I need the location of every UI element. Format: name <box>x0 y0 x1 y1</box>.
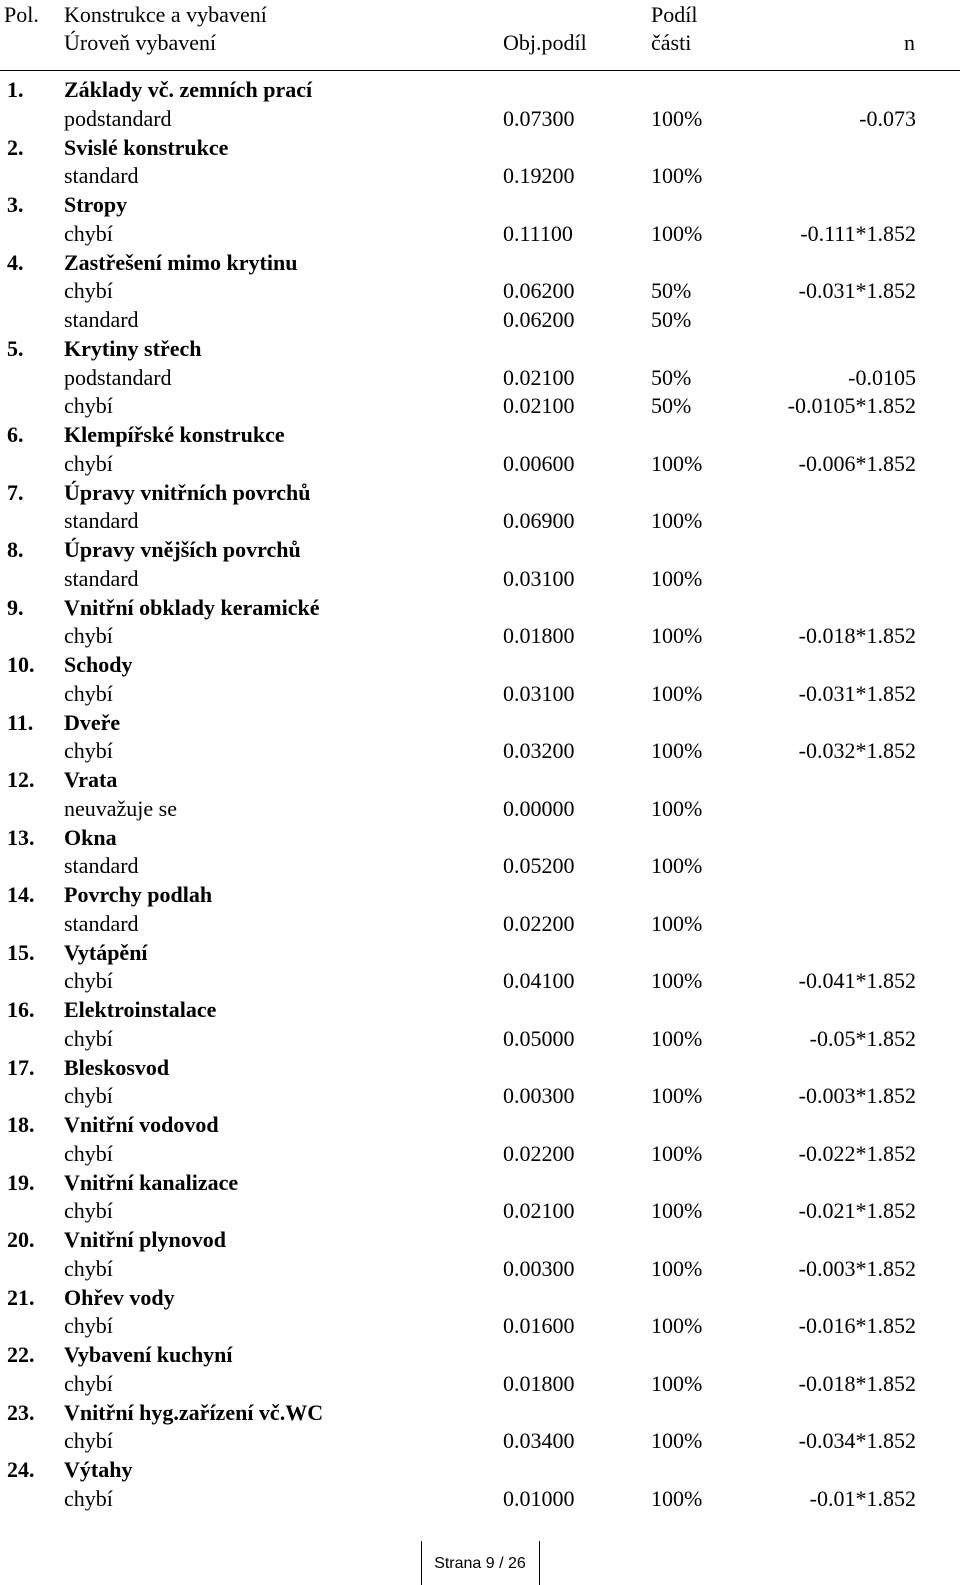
obj-podil: 0.06200 <box>503 278 575 304</box>
n-value: -0.003*1.852 <box>798 1255 916 1281</box>
n-value: -0.111*1.852 <box>800 220 916 246</box>
obj-podil: 0.07300 <box>503 105 575 131</box>
item-detail-row <box>0 1140 960 1169</box>
item-title-row <box>0 1226 960 1255</box>
item-title-row <box>0 335 960 364</box>
header-pol: Pol. <box>4 2 39 27</box>
podil-casti: 100% <box>651 1485 703 1511</box>
level: chybí <box>64 1198 113 1224</box>
item-title-row <box>0 1399 960 1428</box>
item-name: Vnitřní plynovod <box>64 1227 226 1252</box>
item-title-row <box>0 881 960 910</box>
podil-casti: 100% <box>651 508 703 534</box>
n-value: -0.034*1.852 <box>798 1428 916 1454</box>
item-detail-row <box>0 392 960 421</box>
item-name: Bleskosvod <box>64 1054 170 1080</box>
item-detail-row <box>0 910 960 939</box>
podil-casti: 100% <box>651 163 703 189</box>
n-value: -0.021*1.852 <box>798 1198 916 1224</box>
item-number: 3. <box>7 192 24 217</box>
header-rule <box>0 70 960 71</box>
obj-podil: 0.01800 <box>503 623 575 649</box>
item-detail-row <box>0 737 960 766</box>
item-title-row <box>0 1284 960 1313</box>
item-title-row <box>0 996 960 1025</box>
obj-podil: 0.04100 <box>503 968 575 994</box>
item-detail-row <box>0 622 960 651</box>
item-detail-row <box>0 565 960 594</box>
item-title-row <box>0 824 960 853</box>
footer-divider-right <box>539 1541 540 1585</box>
item-title-row <box>0 249 960 278</box>
item-title-row <box>0 1456 960 1485</box>
item-title-row <box>0 709 960 738</box>
n-value: -0.018*1.852 <box>798 623 916 649</box>
items-table <box>0 76 960 1514</box>
level: podstandard <box>64 105 172 131</box>
item-name: Krytiny střech <box>64 335 202 361</box>
item-number: 1. <box>7 77 24 102</box>
n-value: -0.0105*1.852 <box>787 393 916 419</box>
level: chybí <box>64 450 113 476</box>
item-number: 16. <box>7 997 35 1022</box>
item-name: Vnitřní vodovod <box>64 1112 219 1137</box>
item-number: 21. <box>7 1284 35 1310</box>
item-number: 12. <box>7 767 35 792</box>
level: chybí <box>64 1485 113 1511</box>
level: neuvažuje se <box>64 795 177 821</box>
item-title-row <box>0 766 960 795</box>
header-podil: Podíl <box>651 2 698 27</box>
header-uroven: Úroveň vybavení <box>64 30 217 55</box>
level: chybí <box>64 623 113 649</box>
podil-casti: 100% <box>651 968 703 994</box>
podil-casti: 50% <box>651 307 692 332</box>
podil-casti: 100% <box>651 450 703 476</box>
level: chybí <box>64 1370 113 1396</box>
item-name: Okna <box>64 824 117 850</box>
item-number: 22. <box>7 1342 35 1367</box>
podil-casti: 50% <box>651 393 692 419</box>
level: standard <box>64 910 139 936</box>
podil-casti: 100% <box>651 1255 703 1281</box>
obj-podil: 0.02200 <box>503 910 575 936</box>
item-name: Zastřešení mimo krytinu <box>64 249 298 275</box>
n-value: -0.01*1.852 <box>809 1485 916 1511</box>
item-detail-row <box>0 507 960 536</box>
n-value: -0.031*1.852 <box>798 680 916 706</box>
item-title-row <box>0 134 960 163</box>
n-value: -0.006*1.852 <box>798 450 916 476</box>
item-detail-row <box>0 220 960 249</box>
level: chybí <box>64 1140 113 1166</box>
obj-podil: 0.00000 <box>503 795 575 821</box>
obj-podil: 0.19200 <box>503 163 575 189</box>
level: chybí <box>64 738 113 764</box>
item-name: Klempířské konstrukce <box>64 422 285 447</box>
item-number: 20. <box>7 1227 35 1252</box>
level: chybí <box>64 278 113 304</box>
podil-casti: 100% <box>651 623 703 649</box>
podil-casti: 100% <box>651 105 703 131</box>
obj-podil: 0.02100 <box>503 1198 575 1224</box>
item-name: Povrchy podlah <box>64 882 213 907</box>
item-detail-row <box>0 795 960 824</box>
obj-podil: 0.05200 <box>503 853 575 879</box>
obj-podil: 0.03400 <box>503 1428 575 1454</box>
item-name: Vytápění <box>64 939 148 965</box>
item-number: 11. <box>7 709 34 735</box>
podil-casti: 100% <box>651 1428 703 1454</box>
level: chybí <box>64 680 113 706</box>
obj-podil: 0.02100 <box>503 364 575 390</box>
item-detail-row <box>0 450 960 479</box>
n-value: -0.018*1.852 <box>798 1370 916 1396</box>
item-detail-row <box>0 852 960 881</box>
level: chybí <box>64 393 113 419</box>
item-number: 18. <box>7 1112 35 1137</box>
podil-casti: 100% <box>651 220 703 246</box>
item-number: 6. <box>7 422 24 447</box>
obj-podil: 0.11100 <box>503 220 573 246</box>
podil-casti: 50% <box>651 364 692 390</box>
item-title-row <box>0 421 960 450</box>
item-name: Vybavení kuchyní <box>64 1342 233 1367</box>
item-detail-row <box>0 680 960 709</box>
item-title-row <box>0 594 960 623</box>
n-value: -0.0105 <box>848 364 916 390</box>
item-title-row <box>0 939 960 968</box>
n-value: -0.05*1.852 <box>809 1025 916 1051</box>
item-number: 17. <box>7 1054 35 1080</box>
n-value: -0.003*1.852 <box>798 1083 916 1109</box>
item-title-row <box>0 536 960 565</box>
item-title-row <box>0 76 960 105</box>
item-number: 19. <box>7 1169 35 1195</box>
podil-casti: 100% <box>651 853 703 879</box>
item-number: 8. <box>7 537 24 562</box>
header-casti: části <box>651 30 692 55</box>
level: podstandard <box>64 364 172 390</box>
item-detail-row <box>0 1255 960 1284</box>
item-name: Schody <box>64 652 133 677</box>
level: chybí <box>64 220 113 246</box>
n-value: -0.041*1.852 <box>798 968 916 994</box>
obj-podil: 0.03200 <box>503 738 575 764</box>
level: chybí <box>64 968 113 994</box>
level: standard <box>64 307 139 332</box>
item-name: Ohřev vody <box>64 1284 175 1310</box>
item-number: 4. <box>7 249 24 275</box>
item-detail-row <box>0 1312 960 1341</box>
item-number: 13. <box>7 824 35 850</box>
item-number: 7. <box>7 479 24 505</box>
item-title-row <box>0 1111 960 1140</box>
item-number: 23. <box>7 1399 35 1425</box>
obj-podil: 0.00300 <box>503 1255 575 1281</box>
podil-casti: 100% <box>651 680 703 706</box>
obj-podil: 0.00300 <box>503 1083 575 1109</box>
item-detail-row <box>0 105 960 134</box>
podil-casti: 100% <box>651 1370 703 1396</box>
item-name: Výtahy <box>64 1457 133 1482</box>
item-detail-row <box>0 1197 960 1226</box>
item-number: 14. <box>7 882 35 907</box>
podil-casti: 100% <box>651 1025 703 1051</box>
level: chybí <box>64 1313 113 1339</box>
n-value: -0.073 <box>859 105 916 131</box>
item-name: Dveře <box>64 709 121 735</box>
obj-podil: 0.06900 <box>503 508 575 534</box>
item-title-row <box>0 1054 960 1083</box>
item-detail-row <box>0 1485 960 1514</box>
item-detail-row <box>0 277 960 306</box>
obj-podil: 0.02100 <box>503 393 575 419</box>
item-detail-row <box>0 967 960 996</box>
podil-casti: 100% <box>651 565 703 591</box>
level: standard <box>64 163 139 189</box>
n-value: -0.016*1.852 <box>798 1313 916 1339</box>
page-number: Strana 9 / 26 <box>434 1555 526 1572</box>
item-number: 2. <box>7 134 24 160</box>
podil-casti: 100% <box>651 738 703 764</box>
podil-casti: 50% <box>651 278 692 304</box>
item-title-row <box>0 651 960 680</box>
item-name: Vnitřní hyg.zařízení vč.WC <box>64 1399 324 1425</box>
level: chybí <box>64 1255 113 1281</box>
item-detail-row <box>0 364 960 393</box>
item-number: 9. <box>7 594 24 620</box>
n-value: -0.022*1.852 <box>798 1140 916 1166</box>
item-name: Vrata <box>64 767 118 792</box>
obj-podil: 0.01600 <box>503 1313 575 1339</box>
item-name: Vnitřní obklady keramické <box>64 594 320 620</box>
podil-casti: 100% <box>651 910 703 936</box>
n-value: -0.032*1.852 <box>798 738 916 764</box>
podil-casti: 100% <box>651 1313 703 1339</box>
header-konstrukce: Konstrukce a vybavení <box>64 2 267 27</box>
header-n: n <box>904 30 915 55</box>
podil-casti: 100% <box>651 1083 703 1109</box>
obj-podil: 0.06200 <box>503 307 575 332</box>
podil-casti: 100% <box>651 1140 703 1166</box>
item-number: 10. <box>7 652 35 677</box>
item-name: Vnitřní kanalizace <box>64 1169 239 1195</box>
item-number: 5. <box>7 335 24 361</box>
item-detail-row <box>0 1370 960 1399</box>
item-title-row <box>0 1169 960 1198</box>
obj-podil: 0.00600 <box>503 450 575 476</box>
level: chybí <box>64 1025 113 1051</box>
item-title-row <box>0 191 960 220</box>
item-detail-row <box>0 306 960 335</box>
obj-podil: 0.05000 <box>503 1025 575 1051</box>
obj-podil: 0.01800 <box>503 1370 575 1396</box>
level: standard <box>64 508 139 534</box>
level: chybí <box>64 1083 113 1109</box>
item-name: Stropy <box>64 192 128 217</box>
podil-casti: 100% <box>651 795 703 821</box>
item-number: 15. <box>7 939 35 965</box>
item-detail-row <box>0 162 960 191</box>
level: standard <box>64 853 139 879</box>
item-name: Elektroinstalace <box>64 997 217 1022</box>
item-name: Svislé konstrukce <box>64 134 229 160</box>
obj-podil: 0.01000 <box>503 1485 575 1511</box>
item-title-row <box>0 479 960 508</box>
level: chybí <box>64 1428 113 1454</box>
podil-casti: 100% <box>651 1198 703 1224</box>
item-name: Základy vč. zemních prací <box>64 77 313 102</box>
item-detail-row <box>0 1427 960 1456</box>
item-detail-row <box>0 1025 960 1054</box>
item-title-row <box>0 1341 960 1370</box>
level: standard <box>64 565 139 591</box>
header-obj-podil: Obj.podíl <box>503 30 587 55</box>
obj-podil: 0.02200 <box>503 1140 575 1166</box>
item-name: Úpravy vnějších povrchů <box>64 537 301 562</box>
obj-podil: 0.03100 <box>503 565 575 591</box>
item-name: Úpravy vnitřních povrchů <box>64 479 311 505</box>
n-value: -0.031*1.852 <box>798 278 916 304</box>
item-detail-row <box>0 1082 960 1111</box>
obj-podil: 0.03100 <box>503 680 575 706</box>
item-number: 24. <box>7 1457 35 1482</box>
